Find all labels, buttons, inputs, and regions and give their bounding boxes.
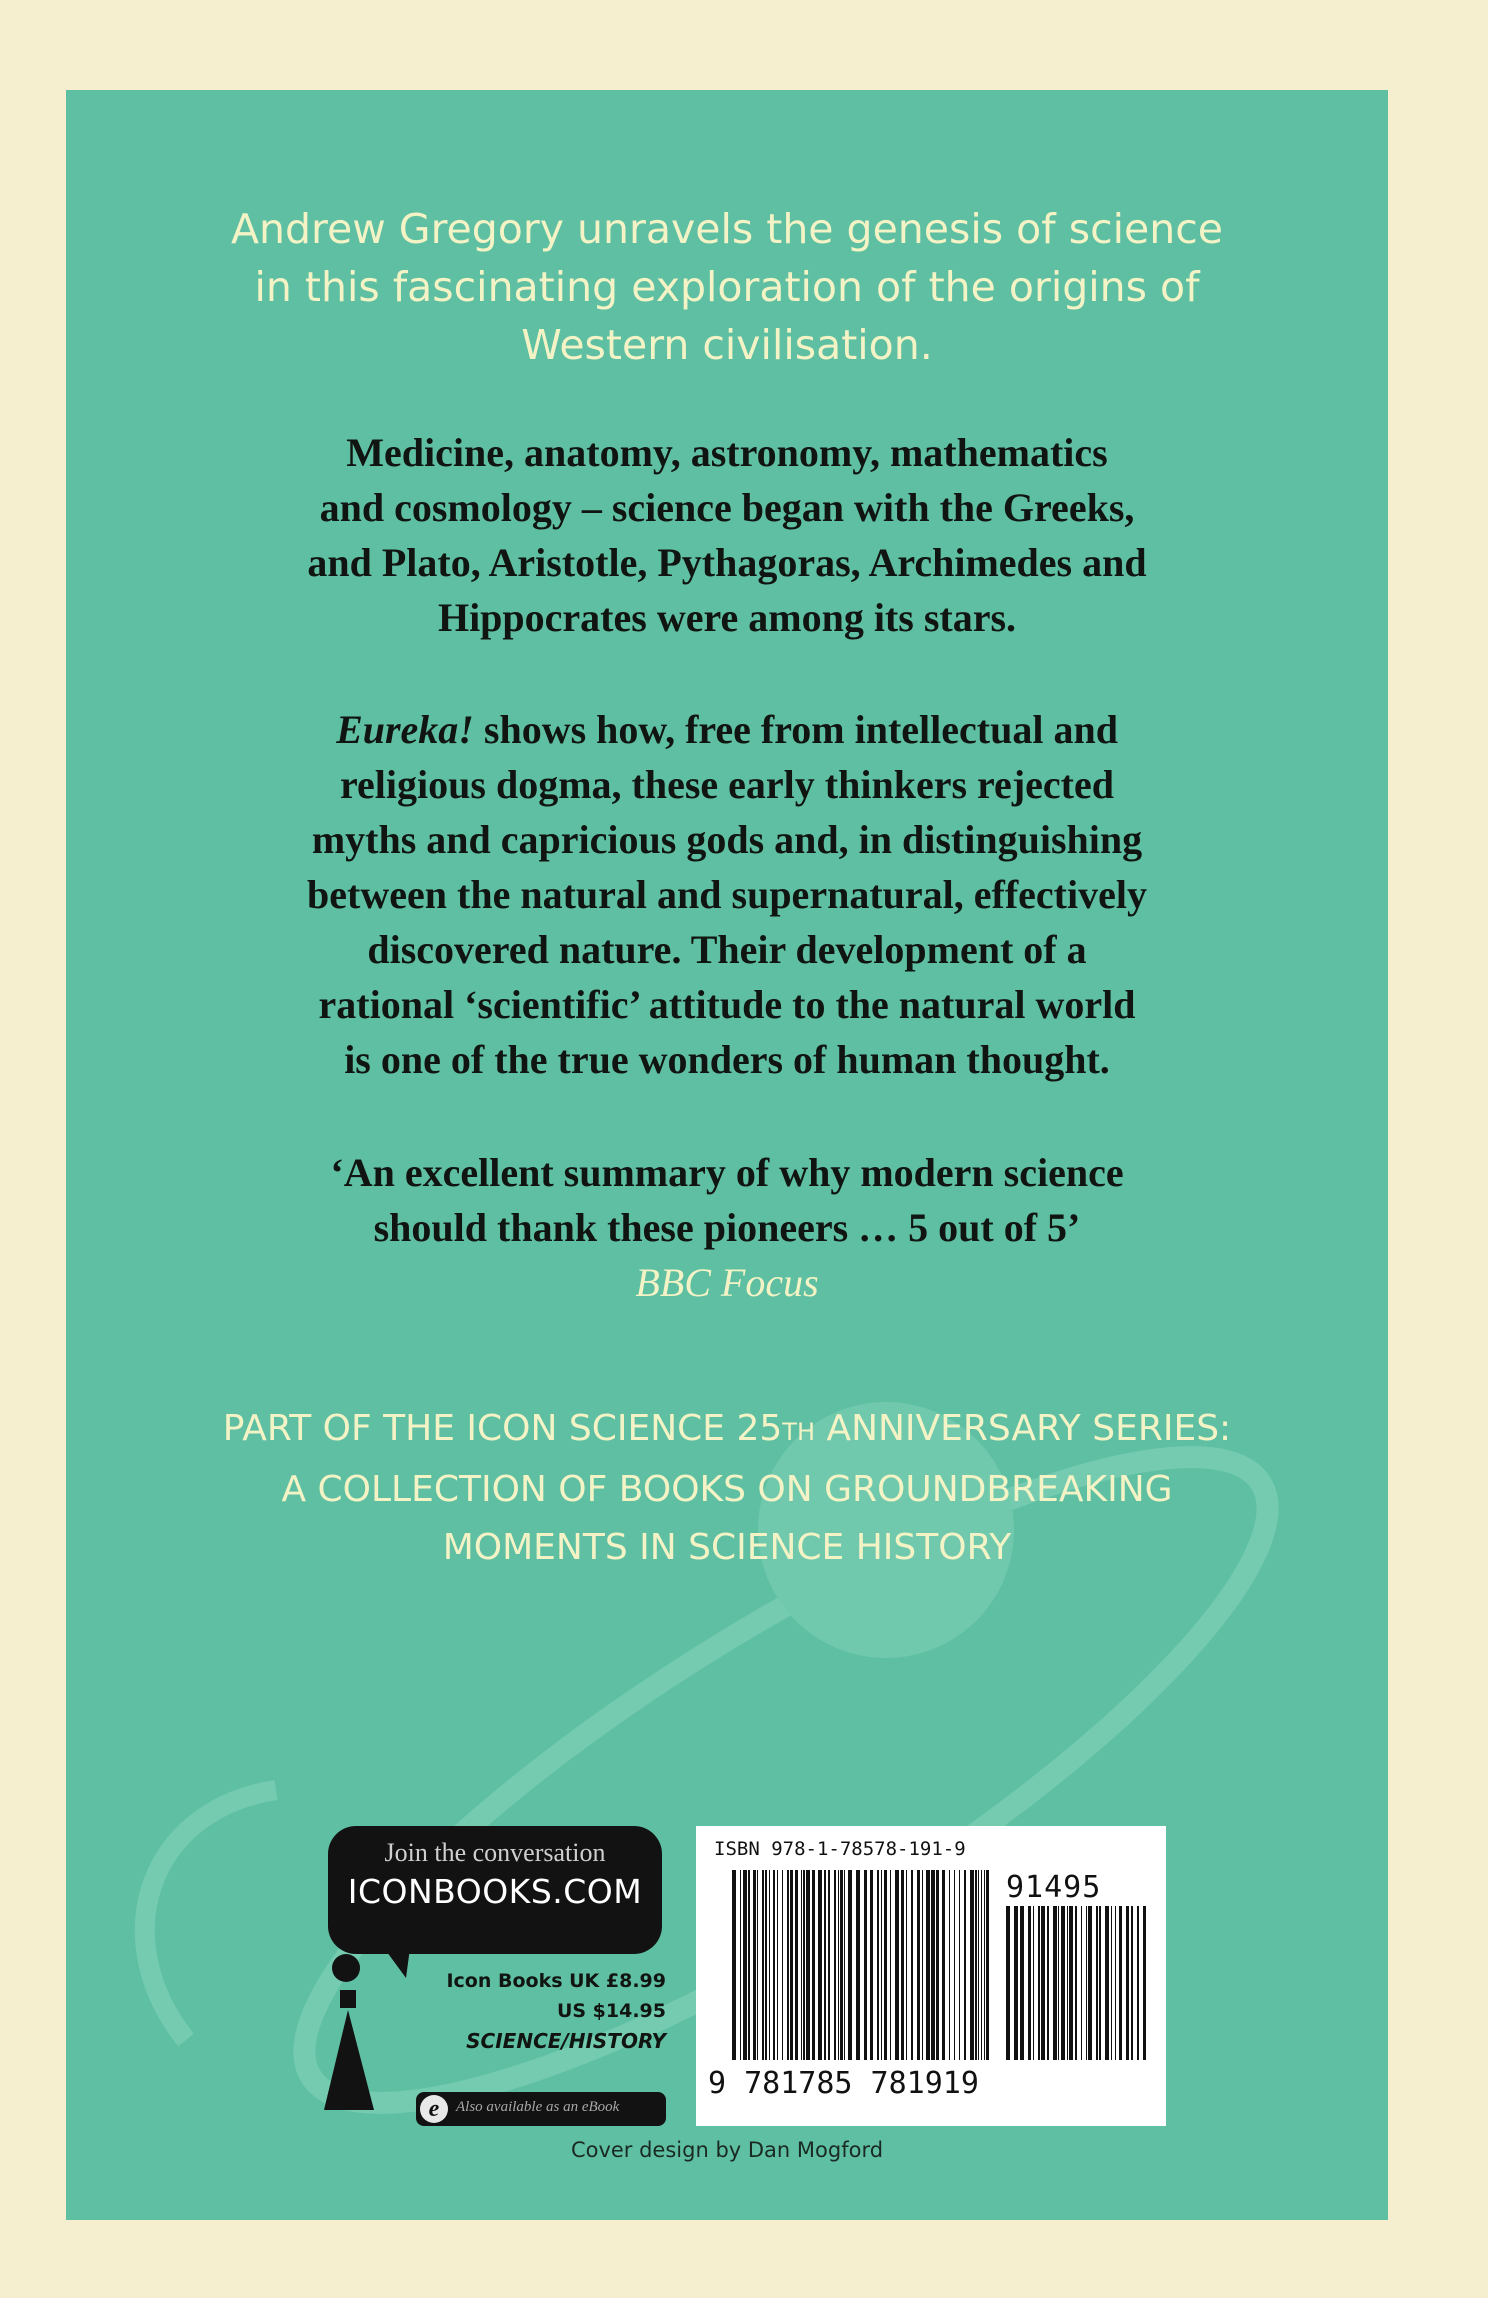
quote-line: should thank these pioneers … 5 out of 5’ (373, 1205, 1081, 1250)
category-label: SCIENCE/HISTORY (466, 2029, 666, 2053)
barcode-bar (1028, 1906, 1031, 2060)
back-cover (66, 90, 1388, 2220)
website-link[interactable]: ICONBOOKS.COM (347, 1872, 643, 1911)
tagline-line: Andrew Gregory unravels the genesis of science (231, 205, 1223, 253)
series-note (166, 1400, 1288, 1577)
series-line (166, 1400, 1288, 1461)
barcode-bar (1014, 1906, 1018, 2060)
price-code-text: 91495 (1006, 1870, 1102, 1905)
barcode-bar (1099, 1906, 1101, 2060)
blurb-line: between the natural and supernatural, effectively (307, 872, 1147, 917)
blurb-line: and Plato, Aristotle, Pythagoras, Archimedes and (307, 540, 1147, 585)
blurb-line (156, 702, 1298, 757)
barcode-bar (824, 1870, 826, 2060)
barcode-bar (1086, 1906, 1087, 2060)
barcode-bar (1033, 1906, 1034, 2060)
ean-digits-text: 9 781785 781919 (708, 2066, 979, 2101)
barcode-bar (970, 1870, 974, 2060)
barcode-bar (986, 1870, 989, 2060)
barcode-bar (777, 1870, 778, 2060)
barcode-bar (801, 1870, 802, 2060)
barcode-bar (906, 1870, 907, 2060)
barcode-bar (740, 1870, 741, 2060)
barcode-bar (959, 1870, 960, 2060)
barcode-bar (1137, 1906, 1139, 2060)
barcode-bar (787, 1870, 789, 2060)
blurb-line: religious dogma, these early thinkers rejected (340, 762, 1114, 807)
join-conversation-text: Join the conversation (384, 1838, 606, 1867)
barcode-bar (757, 1870, 758, 2060)
barcode-bar (828, 1870, 830, 2060)
barcode-bar (1067, 1906, 1068, 2060)
barcode-bar (984, 1870, 985, 2060)
barcode-bar (773, 1870, 775, 2060)
barcode-bar (1041, 1906, 1045, 2060)
barcode-bar (848, 1870, 852, 2060)
book-title-italic: Eureka! (336, 707, 474, 752)
barcode-bar (881, 1870, 882, 2060)
blurb-paragraph-2 (156, 702, 1298, 1087)
barcode-bar (795, 1870, 798, 2060)
barcode-bar (1038, 1906, 1040, 2060)
barcode-bar (838, 1870, 839, 2060)
barcode-bar (762, 1870, 764, 2060)
barcode-bar (769, 1870, 770, 2060)
barcode-bar (942, 1870, 945, 2060)
isbn-text: ISBN 978-1-78578-191-9 (714, 1838, 966, 1860)
blurb-line: rational ‘scientific’ attitude to the natural world (318, 982, 1136, 1027)
series-line-text: ANNIVERSARY SERIES: (815, 1408, 1232, 1449)
series-ordinal-suffix: TH (782, 1418, 815, 1446)
barcode-bar (978, 1870, 979, 2060)
barcode-bar (1111, 1906, 1112, 2060)
barcode-bar (1058, 1906, 1059, 2060)
barcode-bar (743, 1870, 747, 2060)
series-line: A COLLECTION OF BOOKS ON GROUNDBREAKING (281, 1469, 1173, 1510)
barcode-bar (1105, 1906, 1109, 2060)
ebook-icon: e (420, 2095, 448, 2123)
barcode-bar (954, 1870, 955, 2060)
blurb-line: myths and capricious gods and, in distinguishing (311, 817, 1143, 862)
barcode-bar (1081, 1906, 1082, 2060)
barcode-bar (901, 1870, 904, 2060)
blurb-line: discovered nature. Their development of a (367, 927, 1087, 972)
barcode-bar (1047, 1906, 1049, 2060)
barcode-bar (917, 1870, 920, 2060)
barcode-bar (1053, 1906, 1057, 2060)
ebook-text: Also available as an eBook (456, 2099, 620, 2115)
barcode-bar (949, 1870, 950, 2060)
price-uk: Icon Books UK £8.99 (446, 1970, 666, 1992)
barcode-bar (1006, 1906, 1010, 2060)
barcode-bar (856, 1870, 860, 2060)
barcode-panel (696, 1826, 1166, 2126)
blurb-line-rest: shows how, free from intellectual and (473, 707, 1118, 752)
barcode-bar (1061, 1906, 1065, 2060)
barcode-bar (1069, 1906, 1073, 2060)
barcode-bar (1143, 1906, 1146, 2060)
quote-line: ‘An excellent summary of why modern science (330, 1150, 1124, 1195)
barcode-bar (1075, 1906, 1077, 2060)
addon-barcode (1006, 1906, 1150, 2060)
barcode-bar (936, 1870, 939, 2060)
barcode-bar (1096, 1906, 1098, 2060)
barcode-bar (1115, 1906, 1116, 2060)
barcode-bar (790, 1870, 793, 2060)
tagline (166, 200, 1288, 374)
barcode-bar (870, 1870, 873, 2060)
barcode-bar (926, 1870, 930, 2060)
barcode-bar (964, 1870, 966, 2060)
barcode-bar (890, 1870, 891, 2060)
barcode-bar (975, 1870, 977, 2060)
barcode-bar (1119, 1906, 1122, 2060)
quote-source: BBC Focus (635, 1260, 819, 1305)
barcode-bar (1131, 1906, 1133, 2060)
blurb-paragraph-1 (156, 425, 1298, 645)
barcode-bar (1020, 1906, 1024, 2060)
barcode-bar (834, 1870, 836, 2060)
ean-barcode (732, 1870, 992, 2060)
barcode-bar (765, 1870, 767, 2060)
price-us: US $14.95 (556, 2000, 666, 2022)
barcode-bar (911, 1870, 913, 2060)
blurb-line: is one of the true wonders of human thought. (344, 1037, 1110, 1082)
barcode-bar (1126, 1906, 1129, 2060)
barcode-bar (803, 1870, 805, 2060)
barcode-bar (895, 1870, 899, 2060)
barcode-bar (732, 1870, 736, 2060)
barcode-bar (981, 1870, 982, 2060)
barcode-bar (884, 1870, 887, 2060)
tagline-line: Western civilisation. (521, 321, 933, 369)
barcode-bar (812, 1870, 815, 2060)
icon-person-logo (324, 1952, 378, 2112)
barcode-bar (931, 1870, 935, 2060)
barcode-bar (864, 1870, 867, 2060)
barcode-bar (753, 1870, 756, 2060)
barcode-bar (748, 1870, 750, 2060)
barcode-bar (877, 1870, 879, 2060)
ebook-badge (416, 2092, 666, 2126)
price-block (396, 1966, 666, 2056)
barcode-bar (782, 1870, 783, 2060)
barcode-bar (818, 1870, 822, 2060)
series-line-text: PART OF THE ICON SCIENCE 25 (222, 1408, 783, 1449)
barcode-bar (922, 1870, 923, 2060)
cover-design-credit: Cover design by Dan Mogford (570, 2138, 884, 2162)
barcode-bar (844, 1870, 845, 2060)
speech-bubble (328, 1826, 662, 1954)
barcode-bar (806, 1870, 810, 2060)
barcode-bar (840, 1870, 843, 2060)
blurb-line: Hippocrates were among its stars. (437, 595, 1017, 640)
tagline-line: in this fascinating exploration of the origins of (254, 263, 1200, 311)
review-quote (156, 1145, 1298, 1310)
blurb-line: Medicine, anatomy, astronomy, mathematics (346, 430, 1108, 475)
blurb-line: and cosmology – science began with the Greeks, (319, 485, 1135, 530)
series-line: MOMENTS IN SCIENCE HISTORY (442, 1527, 1012, 1568)
barcode-bar (1088, 1906, 1092, 2060)
